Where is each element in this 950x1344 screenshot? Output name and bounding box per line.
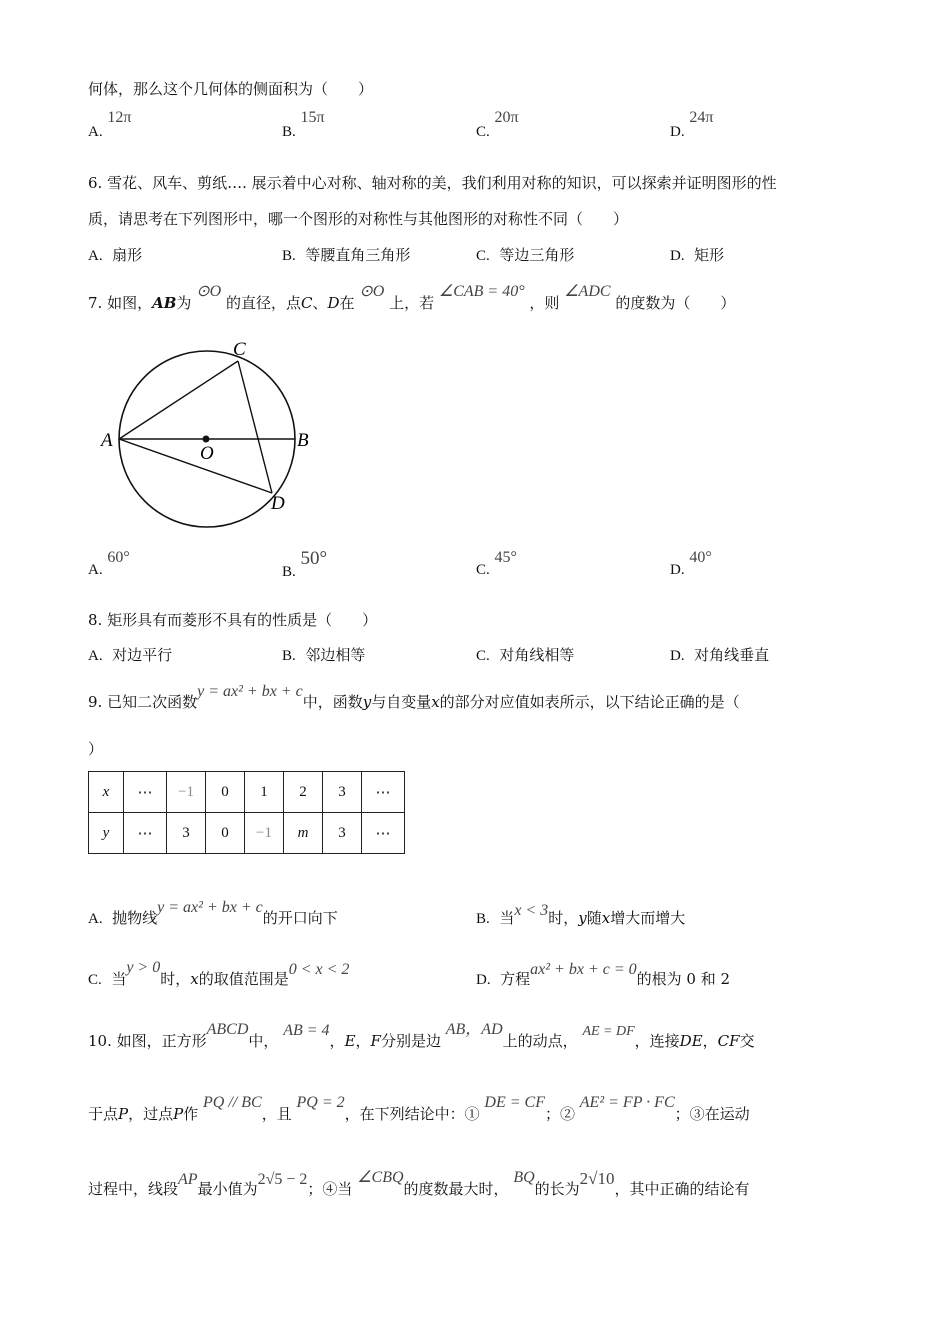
q9-option-d[interactable] xyxy=(476,961,731,989)
q9-option-a[interactable] xyxy=(88,899,338,928)
q7-circle-figure xyxy=(96,336,326,536)
label-c: C xyxy=(233,339,246,360)
option-math: y = ax² + bx + c xyxy=(157,899,263,916)
table-cell: −1 xyxy=(245,813,284,854)
q9-option-c[interactable] xyxy=(88,959,350,989)
table-cell: 3 xyxy=(167,813,206,854)
stem-text: 7. 如图， xyxy=(88,294,153,312)
math-ap: AP xyxy=(178,1171,198,1188)
stem-text: 于点 xyxy=(88,1105,119,1123)
table-cell: −1 xyxy=(167,772,206,813)
stem-text: 过程中，线段 xyxy=(88,1180,179,1198)
stem-text: ，则 xyxy=(529,294,560,312)
stem-text: ，过点 xyxy=(128,1105,174,1123)
option-text: 随 xyxy=(586,909,602,927)
var-d: D xyxy=(327,294,340,312)
stem-text: 的度数为（ ） xyxy=(615,294,736,312)
table-row-y xyxy=(89,813,405,854)
var-ab: AB xyxy=(152,294,177,312)
q6-option-d[interactable] xyxy=(670,244,724,265)
table-cell: ⋯ xyxy=(362,772,405,813)
stem-text: 与自变量 xyxy=(371,693,432,711)
q9-stem xyxy=(88,683,740,712)
option-math: ax² + bx + c = 0 xyxy=(530,961,637,978)
option-label: A. xyxy=(88,648,103,664)
q9-value-table xyxy=(88,771,405,854)
option-label: A. xyxy=(88,911,103,927)
option-value: 20π xyxy=(494,109,519,126)
label-a: A xyxy=(101,430,113,451)
var-x: x xyxy=(190,970,199,988)
option-label: A. xyxy=(88,124,103,140)
option-label: D. xyxy=(476,972,491,988)
q5-option-d[interactable] xyxy=(670,109,714,141)
q8-option-c[interactable] xyxy=(476,644,574,665)
stem-text: ，其中正确的结论有 xyxy=(614,1180,750,1198)
option-value: 邻边相等 xyxy=(305,646,366,664)
stem-text: 上，若 xyxy=(389,294,435,312)
option-value: 等腰直角三角形 xyxy=(305,246,411,264)
option-value: 12π xyxy=(107,109,132,126)
q8-option-a[interactable] xyxy=(88,644,172,665)
q9-stem-close: ） xyxy=(88,740,104,758)
stem-text: ， xyxy=(355,1032,371,1050)
stem-text: 交 xyxy=(739,1032,755,1050)
option-label: C. xyxy=(476,124,490,140)
table-cell: y xyxy=(89,813,124,854)
stem-text: ；② xyxy=(544,1105,575,1123)
option-math: 0 < x < 2 xyxy=(288,961,350,978)
option-label: D. xyxy=(670,248,685,264)
circle-o-symbol: ⊙O xyxy=(196,283,222,300)
stem-text: 中， xyxy=(248,1032,279,1050)
math-ab-eq-4: AB = 4 xyxy=(283,1022,330,1039)
q7-option-b[interactable] xyxy=(282,548,328,582)
segment-cd xyxy=(238,361,272,493)
stem-text: ， xyxy=(702,1032,718,1050)
q5-option-b[interactable] xyxy=(282,109,325,141)
stem-text: 10. 如图，正方形 xyxy=(88,1032,207,1050)
option-label: D. xyxy=(670,124,685,140)
label-o: O xyxy=(200,443,214,464)
q6-stem-line1: 6. 雪花、风车、剪纸…. 展示着中心对称、轴对称的美，我们利用对称的知识，可以探索并证明图形的性 xyxy=(88,174,777,192)
option-label: A. xyxy=(88,562,103,578)
option-label: A. xyxy=(88,248,103,264)
stem-text: 的度数最大时， xyxy=(403,1180,509,1198)
option-text: 增大而增大 xyxy=(610,909,686,927)
option-value: 对边平行 xyxy=(112,646,173,664)
segment-ad xyxy=(119,439,272,493)
math-ab-ad: AB，AD xyxy=(445,1021,503,1038)
option-value: 矩形 xyxy=(694,246,725,264)
option-value: 40° xyxy=(689,549,712,566)
option-value: 45° xyxy=(494,549,517,566)
stem-text: 最小值为 xyxy=(197,1180,258,1198)
table-cell: 0 xyxy=(206,772,245,813)
math-bq: BQ xyxy=(513,1169,535,1186)
var-de: DE xyxy=(679,1032,703,1050)
option-label: C. xyxy=(476,562,490,578)
option-text: 的取值范围是 xyxy=(198,970,289,988)
q10-stem-line1 xyxy=(88,1021,755,1051)
stem-text: 作 xyxy=(183,1105,199,1123)
q6-option-c[interactable] xyxy=(476,244,574,265)
var-y: y xyxy=(578,909,587,927)
option-value: 24π xyxy=(689,109,714,126)
table-cell: ⋯ xyxy=(124,813,167,854)
label-b: B xyxy=(297,430,309,451)
q9-option-b[interactable] xyxy=(476,902,686,928)
stem-text: 的长为 xyxy=(534,1180,580,1198)
stem-text: 分别是边 xyxy=(380,1032,441,1050)
table-cell: 3 xyxy=(323,813,362,854)
stem-text: 、 xyxy=(312,294,328,312)
table-cell: m xyxy=(284,813,323,854)
q7-option-c[interactable] xyxy=(476,549,517,579)
stem-text: ，连接 xyxy=(634,1032,680,1050)
label-d: D xyxy=(271,493,285,514)
table-cell: ⋯ xyxy=(362,813,405,854)
option-label: C. xyxy=(476,648,490,664)
option-text: 的根为 0 和 2 xyxy=(636,970,731,988)
var-x: x xyxy=(431,693,440,711)
stem-text: 在 xyxy=(339,294,355,312)
math-abcd: ABCD xyxy=(206,1021,249,1038)
q7-option-d[interactable] xyxy=(670,549,712,579)
circle-o-symbol: ⊙O xyxy=(359,283,385,300)
option-label: B. xyxy=(282,248,296,264)
option-value: 等边三角形 xyxy=(499,246,575,264)
angle-cab: ∠CAB = 40° xyxy=(438,283,525,300)
table-row-x xyxy=(89,772,405,813)
option-text: 时， xyxy=(160,970,191,988)
q10-stem-line2 xyxy=(88,1094,750,1124)
var-p: P xyxy=(118,1105,129,1123)
option-value: 扇形 xyxy=(112,246,143,264)
q6-option-a[interactable] xyxy=(88,244,142,265)
angle-adc: ∠ADC xyxy=(564,283,611,300)
stem-text: ， xyxy=(329,1032,345,1050)
q5-option-a[interactable] xyxy=(88,109,132,141)
option-label: B. xyxy=(282,564,296,580)
var-c: C xyxy=(300,294,313,312)
q6-option-b[interactable] xyxy=(282,244,410,265)
table-cell: 0 xyxy=(206,813,245,854)
stem-text: 上的动点， xyxy=(502,1032,578,1050)
option-value: 60° xyxy=(107,549,130,566)
option-value: 50° xyxy=(300,548,328,569)
math-bq-length: 2√10 xyxy=(579,1169,615,1188)
option-label: C. xyxy=(88,972,102,988)
segment-ac xyxy=(119,361,238,439)
q5-option-c[interactable] xyxy=(476,109,519,141)
math-min-value: 2√5 − 2 xyxy=(257,1171,308,1188)
table-cell: 2 xyxy=(284,772,323,813)
table-cell: 3 xyxy=(323,772,362,813)
stem-text: 9. 已知二次函数 xyxy=(88,693,198,711)
option-text: 的开口向下 xyxy=(262,909,338,927)
math-pq-eq-2: PQ = 2 xyxy=(296,1094,345,1111)
quadratic-function: y = ax² + bx + c xyxy=(197,683,303,700)
q8-option-b[interactable] xyxy=(282,644,365,665)
var-e: E xyxy=(344,1032,356,1050)
option-value: 对角线垂直 xyxy=(694,646,770,664)
math-pq-parallel-bc: PQ // BC xyxy=(203,1094,262,1111)
option-text: 时， xyxy=(548,909,579,927)
stem-text: ；④当 xyxy=(307,1180,353,1198)
q5-stem-tail: 何体，那么这个几何体的侧面积为（ ） xyxy=(88,80,374,98)
q6-stem-line2: 质，请思考在下列图形中，哪一个图形的对称性与其他图形的对称性不同（ ） xyxy=(88,210,629,228)
option-label: D. xyxy=(670,562,685,578)
option-value: 对角线相等 xyxy=(499,646,575,664)
option-math: x < 3 xyxy=(514,902,549,919)
math-ae-squared: AE² = FP · FC xyxy=(579,1094,675,1111)
option-text: 当 xyxy=(111,970,127,988)
q7-option-a[interactable] xyxy=(88,549,130,579)
math-ae-eq-df: AE = DF xyxy=(582,1024,635,1039)
stem-text: 的部分对应值如表所示，以下结论正确的是（ xyxy=(439,693,740,711)
option-value: 15π xyxy=(300,109,325,126)
stem-text: ，且 xyxy=(261,1105,292,1123)
option-label: B. xyxy=(476,911,490,927)
var-p: P xyxy=(173,1105,184,1123)
stem-text: ，在下列结论中：① xyxy=(344,1105,480,1123)
center-point-o xyxy=(203,436,210,443)
option-label: B. xyxy=(282,648,296,664)
var-f: F xyxy=(370,1032,381,1050)
option-text: 抛物线 xyxy=(112,909,158,927)
var-x: x xyxy=(601,909,611,927)
stem-text: 的直径，点 xyxy=(225,294,301,312)
q8-option-d[interactable] xyxy=(670,644,769,665)
table-cell: 1 xyxy=(245,772,284,813)
math-de-eq-cf: DE = CF xyxy=(484,1094,545,1111)
var-y: y xyxy=(362,693,372,711)
stem-text: 中，函数 xyxy=(302,693,363,711)
option-text: 方程 xyxy=(500,970,531,988)
table-cell: ⋯ xyxy=(124,772,167,813)
stem-text: 为 xyxy=(176,294,192,312)
stem-text: ；③在运动 xyxy=(674,1105,750,1123)
table-cell: x xyxy=(89,772,124,813)
q7-stem xyxy=(88,283,736,313)
q10-stem-line3 xyxy=(88,1169,750,1199)
var-cf: CF xyxy=(717,1032,740,1050)
option-text: 当 xyxy=(499,909,515,927)
option-label: B. xyxy=(282,124,296,140)
option-label: C. xyxy=(476,248,490,264)
math-angle-cbq: ∠CBQ xyxy=(357,1169,404,1186)
option-math: y > 0 xyxy=(126,959,161,976)
q8-stem: 8. 矩形具有而菱形不具有的性质是（ ） xyxy=(88,611,378,629)
option-label: D. xyxy=(670,648,685,664)
